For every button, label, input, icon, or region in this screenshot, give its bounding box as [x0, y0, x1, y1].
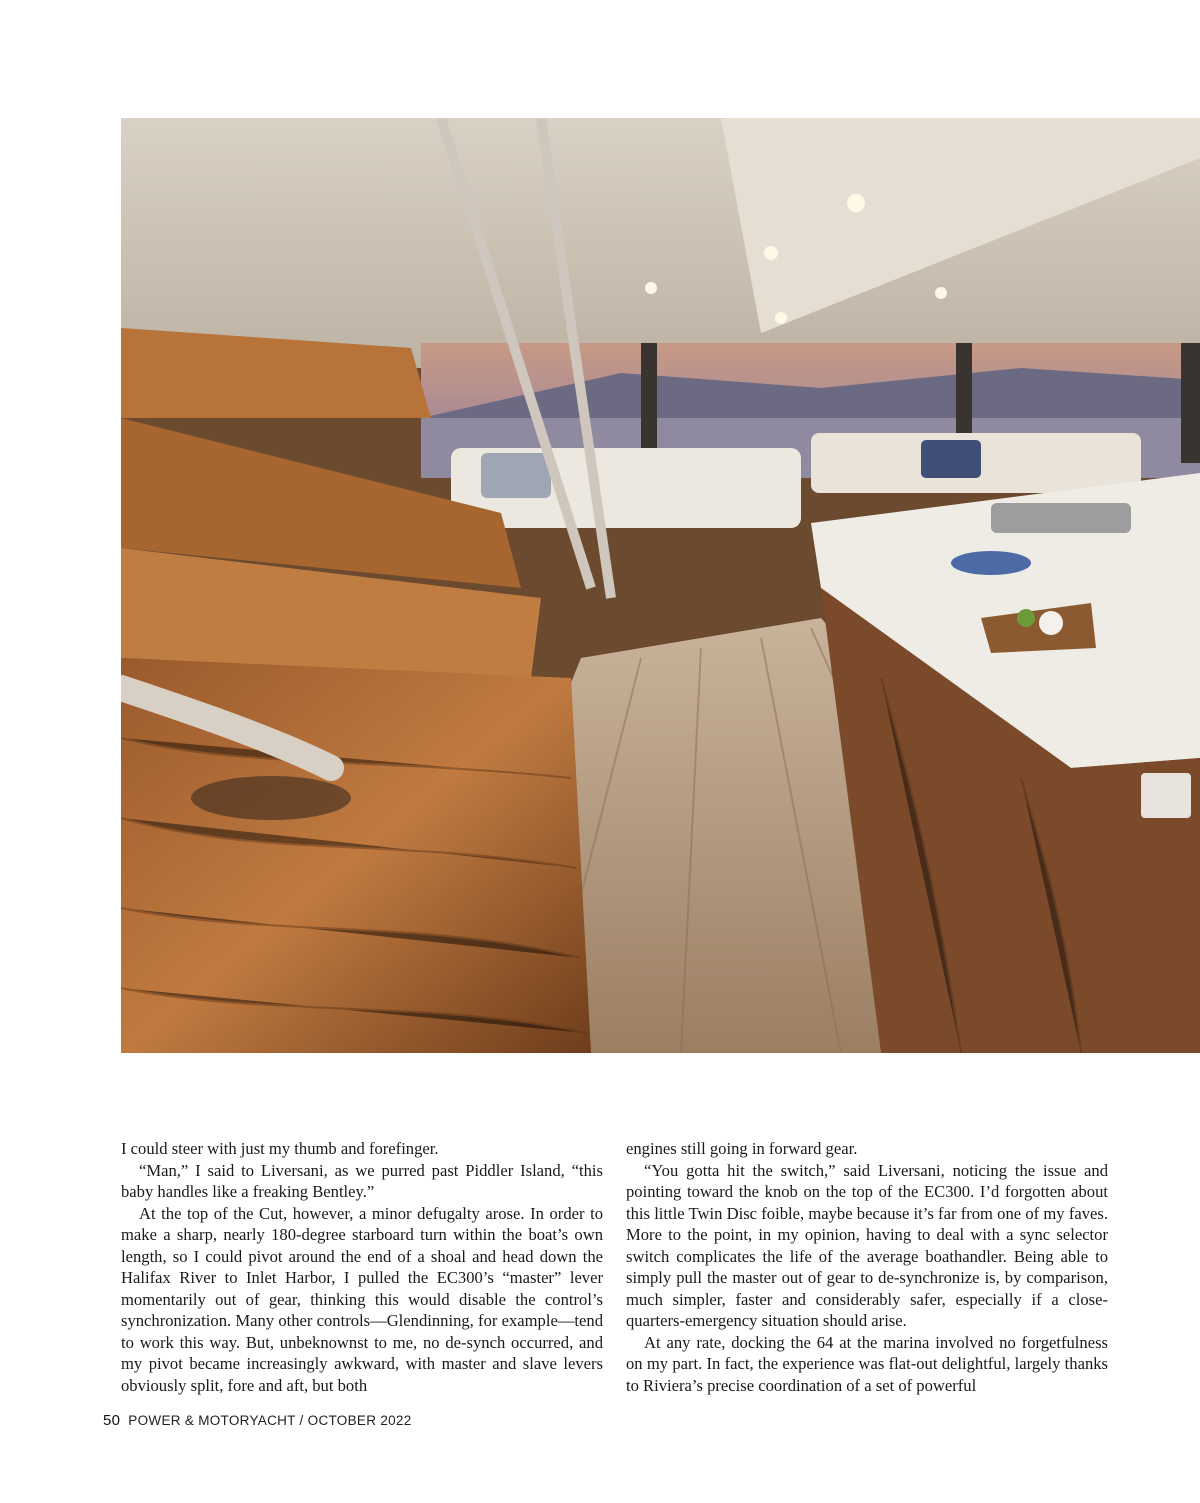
publication-name: POWER & MOTORYACHT [128, 1413, 296, 1428]
page-number: 50 [103, 1412, 121, 1429]
page-footer [103, 1412, 412, 1429]
article-column-right [626, 1138, 1108, 1396]
issue-date: OCTOBER 2022 [307, 1413, 412, 1428]
paragraph: At the top of the Cut, however, a minor defugalty arose. In order to make a sharp, nearly 180-degree starboard turn within the boat’s own length, so I could pivot around the end of a shoal and head down the Halifax River to Inlet Harbor, I pulled the EC300’s “master” lever momentarily out of gear, thinking this would disable the control’s synchronization. Many other controls—Glendinning, for example—tend to work this way. But, unbeknownst to me, no de-synch occurred, and my pivot became increasingly awkward, with master and slave levers obviously split, fore and aft, but both [121, 1203, 603, 1395]
paragraph: engines still going in forward gear. [626, 1139, 858, 1158]
paragraph: At any rate, docking the 64 at the marina involved no forgetfulness on my part. In fact, the experience was flat-out delightful, largely thanks to Riviera’s precise coordination of a set of powerful [626, 1332, 1108, 1395]
paragraph: I could steer with just my thumb and forefinger. [121, 1139, 439, 1158]
footer-separator: / [299, 1413, 304, 1428]
article-column-left [121, 1138, 603, 1396]
paragraph: “You gotta hit the switch,” said Liversani, noticing the issue and pointing toward the knob on the top of the EC300. I’d forgotten about this little Twin Disc foible, maybe because it’s far from one of my faves. More to the point, in my opinion, having to deal with a sync selector switch complicates the life of the average boathandler. Being able to simply pull the master out of gear to de-synchronize is, by comparison, much simpler, faster and considerably safer, especially if a close-quarters-emergency situation should arise. [626, 1160, 1108, 1330]
paragraph: “Man,” I said to Liversani, as we purred past Piddler Island, “this baby handles like a freaking Bentley.” [121, 1160, 603, 1201]
salon-interior-illustration [121, 118, 1200, 1053]
article-photo [121, 118, 1200, 1053]
